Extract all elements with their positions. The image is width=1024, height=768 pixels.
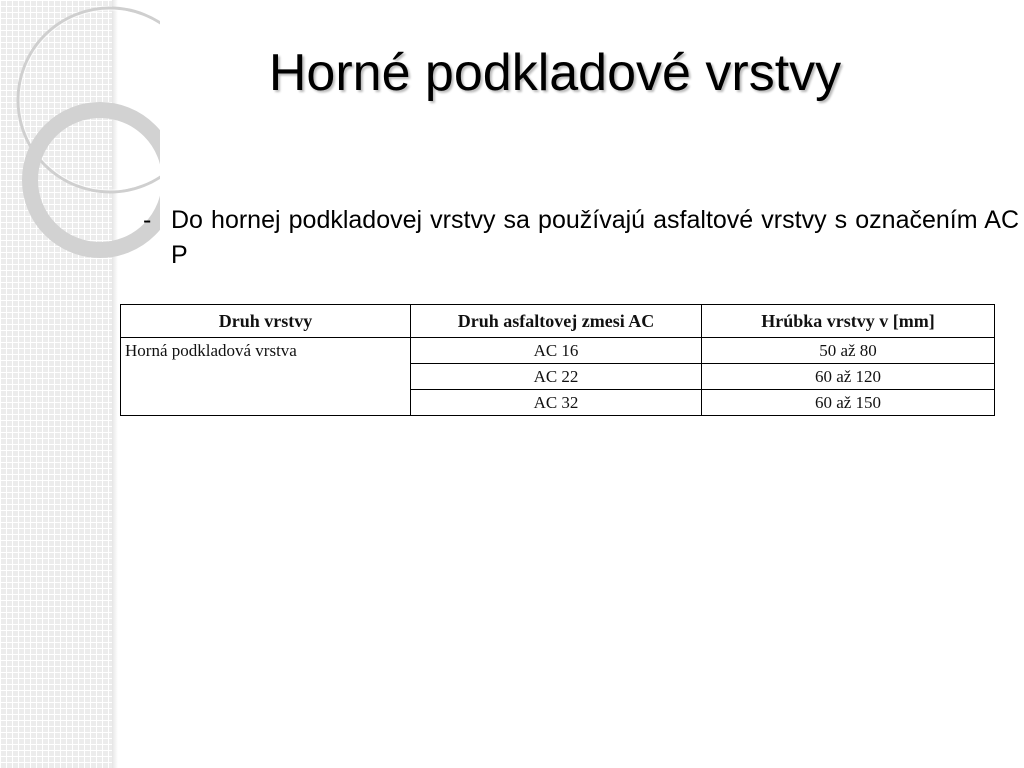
cell-mix: AC 22 bbox=[411, 364, 702, 390]
header-layer-type: Druh vrstvy bbox=[121, 305, 411, 338]
table-header-row bbox=[121, 305, 995, 338]
decorative-circles bbox=[0, 0, 160, 260]
bullet-marker: - bbox=[143, 206, 152, 234]
header-asphalt-mix: Druh asfaltovej zmesi AC bbox=[411, 305, 702, 338]
bullet-paragraph bbox=[143, 203, 1019, 273]
cell-thickness: 60 až 150 bbox=[702, 390, 995, 416]
asphalt-layers-table bbox=[120, 304, 995, 416]
cell-mix: AC 32 bbox=[411, 390, 702, 416]
table-row bbox=[121, 338, 995, 364]
cell-thickness: 60 až 120 bbox=[702, 364, 995, 390]
decorative-circle-ring bbox=[30, 110, 160, 250]
bullet-text: Do hornej podkladovej vrstvy sa používajú asfaltové vrstvy s označením AC P bbox=[171, 206, 1019, 269]
cell-thickness: 50 až 80 bbox=[702, 338, 995, 364]
slide-title: Horné podkladové vrstvy bbox=[268, 44, 842, 102]
cell-mix: AC 16 bbox=[411, 338, 702, 364]
header-layer-thickness: Hrúbka vrstvy v [mm] bbox=[702, 305, 995, 338]
cell-layer-type: Horná podkladová vrstva bbox=[121, 338, 411, 416]
